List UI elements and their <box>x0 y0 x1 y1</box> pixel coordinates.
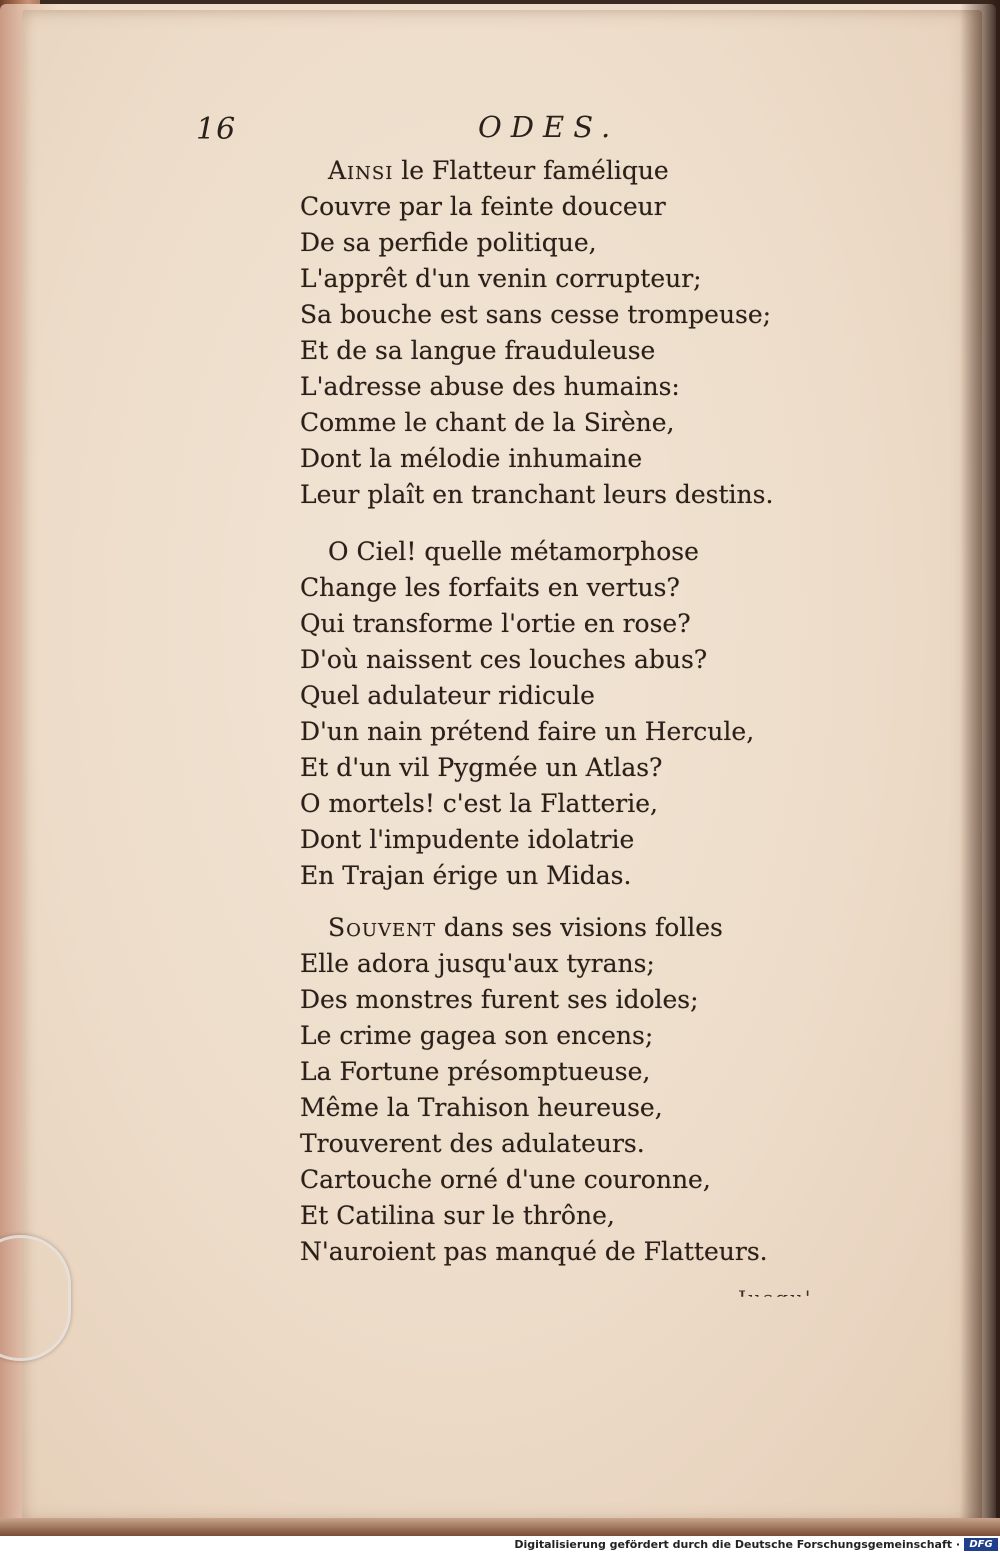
verse-line: L'apprêt d'un venin corrupteur; <box>300 264 702 293</box>
verse-line: Cartouche orné d'une couronne, <box>300 1165 711 1194</box>
verse-line-text: le Flatteur famélique <box>393 156 669 185</box>
verse-line: De sa perfide politique, <box>300 228 597 257</box>
verse-line: Le crime gagea son encens; <box>300 1021 654 1050</box>
verse-line: Qui transforme l'ortie en rose? <box>300 609 691 638</box>
funding-credit: Digitalisierung gefördert durch die Deutsche Forschungsgemeinschaft · <box>514 1538 960 1551</box>
verse-line: Elle adora jusqu'aux tyrans; <box>300 949 655 978</box>
verse-line: O mortels! c'est la Flatterie, <box>300 789 658 818</box>
verse-line: Et d'un vil Pygmée un Atlas? <box>300 753 663 782</box>
verse-line: Change les forfaits en vertus? <box>300 573 680 602</box>
verse-line: Quel adulateur ridicule <box>300 681 595 710</box>
stanza-1 <box>300 153 774 513</box>
verse-line: Trouverent des adulateurs. <box>300 1129 645 1158</box>
verse-line: Et Catilina sur le thrône, <box>300 1201 615 1230</box>
verse-line: Et de sa langue frauduleuse <box>300 336 656 365</box>
verse-line-text: Ciel! quelle métamorphose <box>348 537 699 566</box>
verse-line-text: dans ses visions folles <box>435 913 723 942</box>
stanza-opening-word: O <box>328 537 349 566</box>
verse-line: Comme le chant de la Sirène, <box>300 408 675 437</box>
verse-line: Des monstres furent ses idoles; <box>300 985 699 1014</box>
stanza-opening-word: Ainsi <box>328 156 394 185</box>
stanza-3 <box>300 910 768 1270</box>
verse-line: D'où naissent ces louches abus? <box>300 645 708 674</box>
verse-line: Leur plaît en tranchant leurs destins. <box>300 480 774 509</box>
verse-line <box>300 910 760 946</box>
verse-line: N'auroient pas manqué de Flatteurs. <box>300 1237 768 1266</box>
page-number: 16 <box>196 112 237 147</box>
verse-line: L'adresse abuse des humains: <box>300 372 680 401</box>
dfg-logo-icon: DFG <box>964 1538 998 1551</box>
verse-line: La Fortune présomptueuse, <box>300 1057 651 1086</box>
verse-line: Dont la mélodie inhumaine <box>300 444 643 473</box>
verse-line: Couvre par la feinte douceur <box>300 192 666 221</box>
verse-line: Même la Trahison heureuse, <box>300 1093 663 1122</box>
verse-line: D'un nain prétend faire un Hercule, <box>300 717 755 746</box>
stanza-2 <box>300 534 760 894</box>
verse-line <box>300 153 760 189</box>
verse-line: En Trajan érige un Midas. <box>300 861 632 890</box>
binding-shadow <box>960 0 1000 1536</box>
verse-line: Sa bouche est sans cesse trompeuse; <box>300 300 772 329</box>
verse-line: Dont l'impudente idolatrie <box>300 825 635 854</box>
running-header: ODES. <box>478 110 620 144</box>
bottom-cover-edge <box>0 1518 1000 1536</box>
stanza-opening-word: Souvent <box>328 913 436 942</box>
verse-line <box>300 534 760 570</box>
